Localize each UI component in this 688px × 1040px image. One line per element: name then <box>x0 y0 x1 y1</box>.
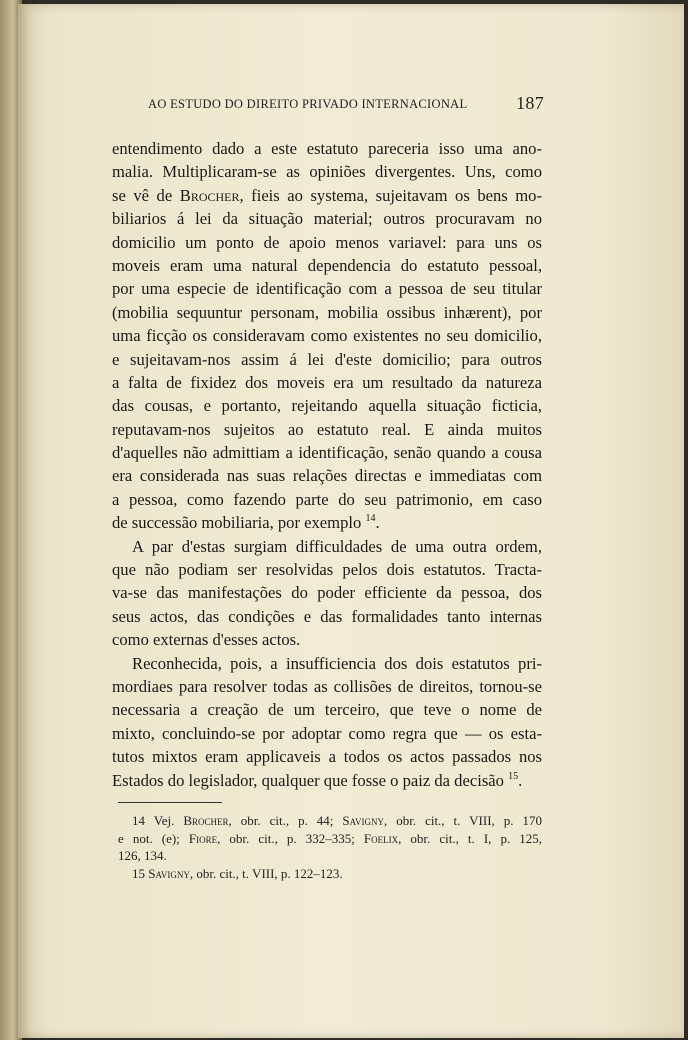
text-line: malia. Multiplicaram-se as opiniões divergentes. Uns, como <box>112 162 542 182</box>
text-line: biliarios á lei da situação material; outros procuravam no <box>112 209 542 229</box>
text-line: por uma especie de identificação com a pessoa de seu titular <box>112 279 542 299</box>
page-number: 187 <box>516 93 544 113</box>
text-line: necessaria a creação de um terceiro, que teve o nome de <box>112 700 542 720</box>
text-line: mixto, concluindo-se por adoptar como regra que — os esta- <box>112 723 542 743</box>
text-line: Estados do legislador, qualquer que fosse o paiz da decisão $^{15}$. <box>112 770 523 790</box>
text-line: das cousas, e portanto, rejeitando aquella situação ficticia, <box>112 396 542 416</box>
text-line: tutos mixtos eram applicaveis a todos os actos passados nos <box>112 747 542 767</box>
text-line: d'aquelles não admittiam a identificação, senão quando a cousa <box>112 443 542 463</box>
text-line: uma ficção os consideravam como existentes no seu domicilio, <box>112 326 542 346</box>
text-line: mordiaes para resolver todas as collisões de direitos, tornou-se <box>112 676 542 696</box>
running-title: AO ESTUDO DO DIREITO PRIVADO INTERNACIONAL <box>148 97 468 111</box>
text-line: entendimento dado a este estatuto pareceria isso uma ano- <box>112 139 542 158</box>
text-line: era considerada nas suas relações directas e immediatas com <box>112 466 542 486</box>
text-line: (mobilia sequuntur personam, mobilia ossibus inhærent), por <box>112 302 542 322</box>
footnotes <box>118 812 542 882</box>
body-text <box>112 137 542 792</box>
footnote-line: 126, 134. <box>118 848 167 863</box>
footnote-rule <box>118 802 222 803</box>
footnote-line: 15 Savigny, obr. cit., t. VIII, p. 122–123. <box>132 865 343 881</box>
text-line: Reconhecida, pois, a insufficiencia dos dois estatutos pri- <box>132 653 542 673</box>
text-line: de successão mobiliaria, por exemplo $^{14}$. <box>112 513 380 533</box>
text-line: e sujeitavam-nos assim á lei d'este domicilio; para outros <box>112 349 542 369</box>
text-line: seus actos, das condições e das formalidades tanto internas <box>112 606 542 626</box>
text-line: a falta de fixidez dos moveis era um resultado da natureza <box>112 372 542 392</box>
text-line: A par d'estas surgiam difficuldades de uma outra ordem, <box>132 536 542 556</box>
text-line: como externas d'esses actos. <box>112 630 301 650</box>
footnote-line: 14 Vej. Brocher, obr. cit., p. 44; Savigny, obr. cit., t. VIII, p. 170 <box>132 813 542 828</box>
text-line: moveis eram uma natural dependencia do estatuto pessoal, <box>112 255 542 275</box>
text-line: que não podiam ser resolvidas pelos dois estatutos. Tracta- <box>112 560 542 580</box>
text-line: se vê de Brocher, fieis ao systema, sujeitavam os bens mo- <box>112 185 543 205</box>
text-line: a pessoa, como fazendo parte do seu patrimonio, em caso <box>112 489 542 509</box>
text-line: va-se das manifestações do poder efficiente da pessoa, dos <box>112 583 542 603</box>
text-line: reputavam-nos sujeitos ao estatuto real. E ainda muitos <box>112 419 542 439</box>
text-line: domicilio um ponto de apoio menos variavel: para uns os <box>112 232 542 252</box>
footnote-line: e not. (e); Fiore, obr. cit., p. 332–335; Foelix, obr. cit., t. I, p. 125, <box>118 830 543 846</box>
